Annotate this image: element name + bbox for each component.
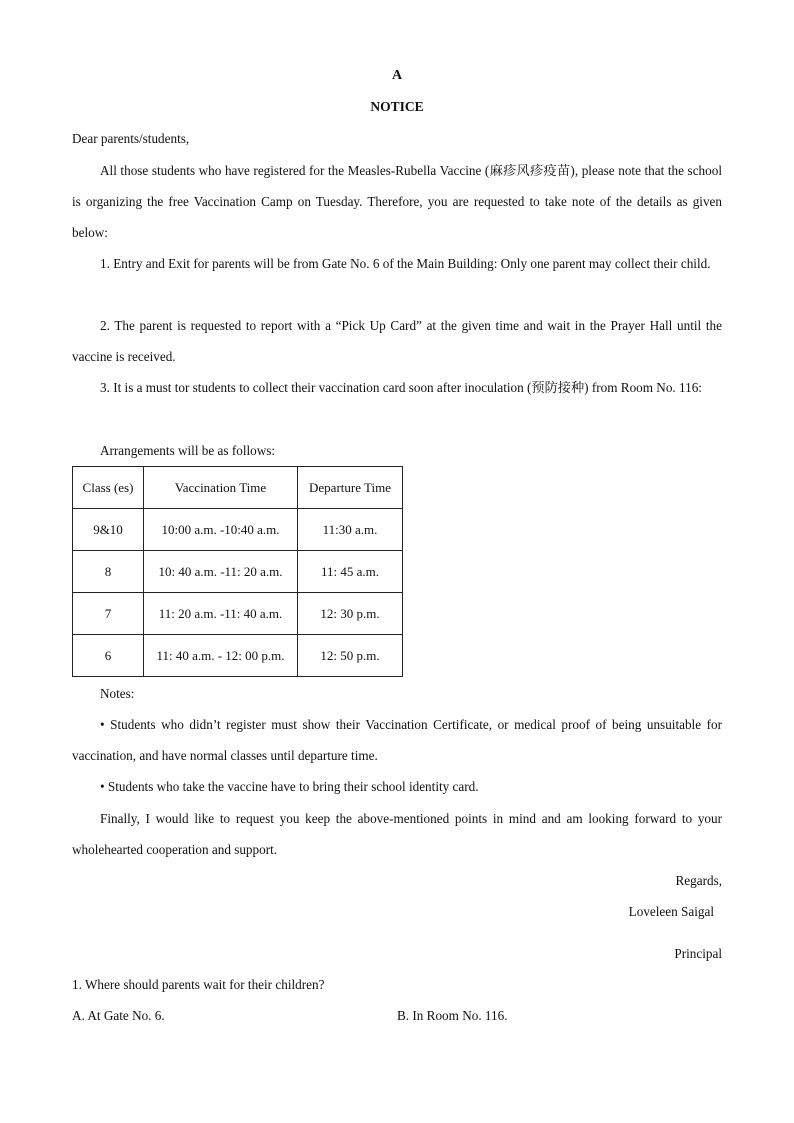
table-cell: 11: 40 a.m. - 12: 00 p.m. [144, 635, 298, 677]
section-letter: A [391, 68, 403, 83]
closing-paragraph: Finally, I would like to request you keep the above-mentioned points in mind and am looking forward to your wholehearted cooperation and support. [72, 811, 722, 857]
table-cell: 8 [73, 551, 144, 593]
signoff-title: Principal [674, 946, 722, 961]
signoff-regards: Regards, [675, 873, 722, 888]
table-cell: 12: 30 p.m. [298, 593, 403, 635]
table-row [73, 509, 403, 551]
greeting: Dear parents/students, [72, 131, 190, 146]
table-cell: 9&10 [73, 509, 144, 551]
point-2: 2. The parent is requested to report with a “Pick Up Card” at the given time and wait in the Prayer Hall until the vaccine is received. [72, 318, 722, 364]
table-cell: 7 [73, 593, 144, 635]
table-cell: 10: 40 a.m. -11: 20 a.m. [144, 551, 298, 593]
header-cell: Vaccination Time [144, 467, 298, 509]
header-cell: Departure Time [298, 467, 403, 509]
note-2: • Students who take the vaccine have to bring their school identity card. [100, 779, 479, 794]
table-cell: 6 [73, 635, 144, 677]
table-row [73, 593, 403, 635]
table-row [73, 551, 403, 593]
table-cell: 11: 45 a.m. [298, 551, 403, 593]
notice-title: NOTICE [370, 99, 424, 114]
arrangements-label: Arrangements will be as follows: [100, 443, 276, 458]
notes-label: Notes: [100, 686, 135, 701]
table-cell: 10:00 a.m. -10:40 a.m. [144, 509, 298, 551]
signoff-name: Loveleen Saigal [628, 904, 714, 919]
option-a: A. At Gate No. 6. [72, 1008, 165, 1023]
table-cell: 12: 50 p.m. [298, 635, 403, 677]
point-3: 3. It is a must tor students to collect their vaccination card soon after inoculation (预防接种) from Room No. 116: [100, 380, 702, 395]
table-header-row [73, 467, 403, 509]
table-row [73, 635, 403, 677]
table-cell: 11:30 a.m. [298, 509, 403, 551]
table-cell: 11: 20 a.m. -11: 40 a.m. [144, 593, 298, 635]
point-1: 1. Entry and Exit for parents will be from Gate No. 6 of the Main Building: Only one parent may collect their child. [100, 256, 711, 271]
option-b: B. In Room No. 116. [397, 1008, 508, 1023]
schedule-table [72, 466, 403, 677]
header-cell: Class (es) [73, 467, 144, 509]
note-1: • Students who didn’t register must show their Vaccination Certificate, or medical proof of being unsuitable for vaccination, and have normal classes until departure time. [72, 717, 722, 763]
question-text: 1. Where should parents wait for their children? [72, 977, 325, 992]
intro-paragraph: All those students who have registered for the Measles-Rubella Vaccine (麻疹风疹疫苗), please note that the school is organizing the free Vaccination Camp on Tuesday. Therefore, you are requested to take note of the details as given below: [72, 163, 722, 240]
